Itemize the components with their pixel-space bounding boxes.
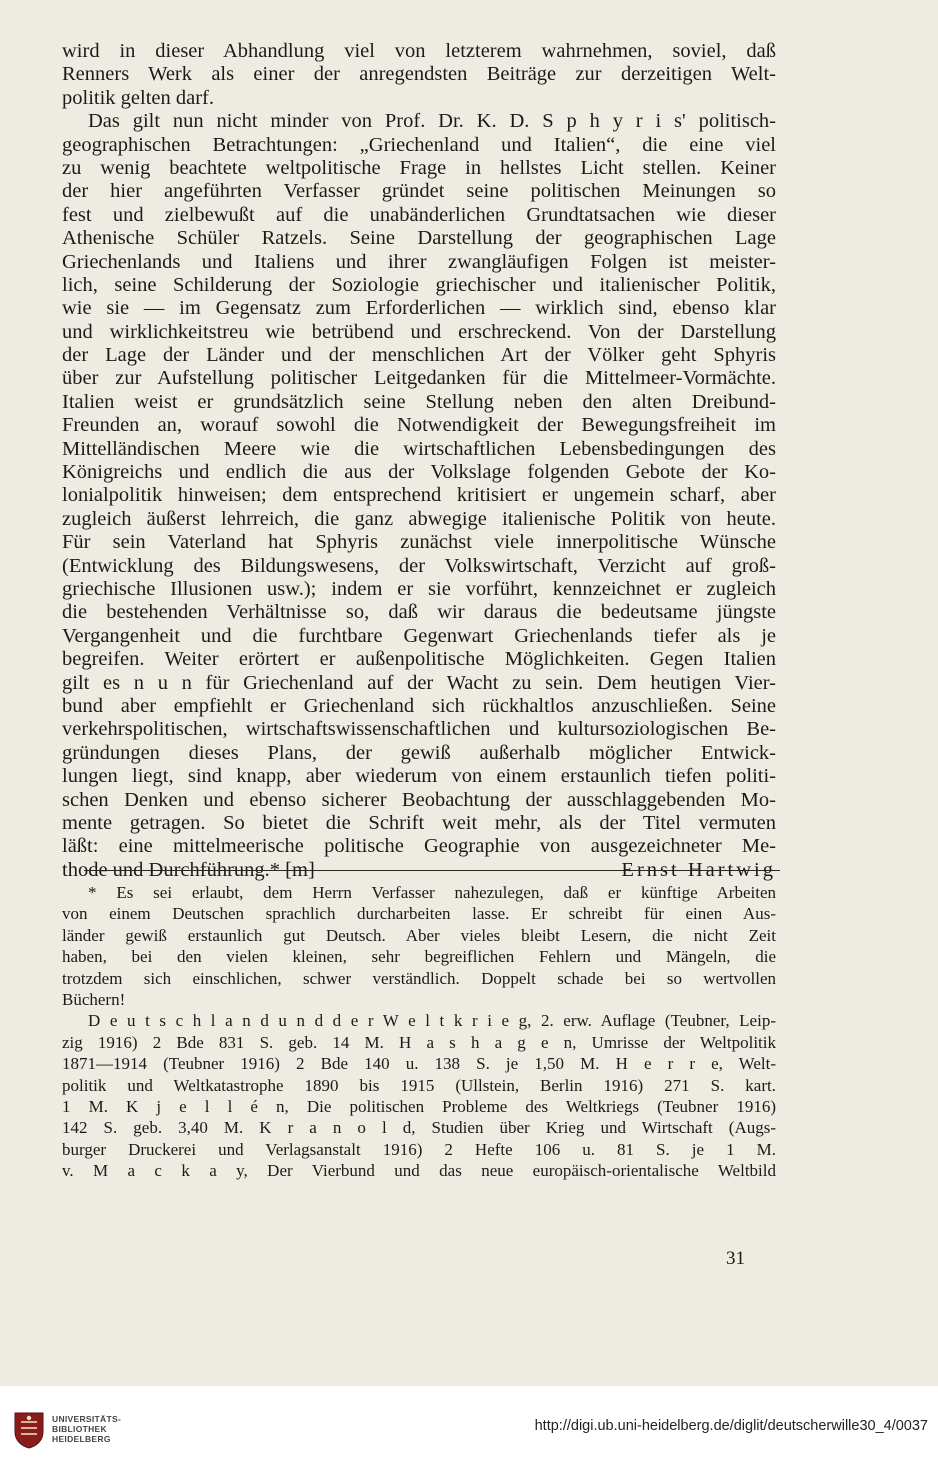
text-line: Das gilt nun nicht minder von Prof. Dr. K. D. S p h y r i s' politisch- [88,110,776,133]
text-line: lonialpolitik hinweisen; dem entsprechend kritisiert er ungemein scharf, aber [62,484,776,507]
text-line: über zur Aufstellung politischer Leitgedanken für die Mittelmeer-Vormächte. [62,367,776,390]
text-line: begreifen. Weiter erörtert er außenpolitische Möglichkeiten. Gegen Italien [62,648,776,671]
main-text-block [62,40,776,882]
source-url[interactable]: http://digi.ub.uni-heidelberg.de/diglit/deutscherwille30_4/0037 [534,1418,928,1434]
text-line: zu wenig beachtete weltpolitische Frage in hellstes Licht stellen. Keiner [62,156,776,179]
library-logo[interactable] [12,1408,132,1454]
text-line: politik gelten darf. [62,86,214,109]
footnote-line: trotzdem sich einschlichen, schwer verständlich. Doppelt schade bei so wertvollen [62,968,776,988]
text-line: schen Denken und ebenso sicherer Beobachtung der ausschlaggebenden Mo- [62,788,776,811]
text-line: wie sie — im Gegensatz zum Erforderlichen — wirklich sind, ebenso klar [62,297,776,320]
text-line: gilt es n u n für Griechenland auf der Wacht zu sein. Dem heutigen Vier- [62,671,776,694]
bibliography-line: v. M a c k a y, Der Vierbund und das neue europäisch-orientalische Weltbild [62,1161,776,1181]
text-line: Italien weist er grundsätzlich seine Stellung neben den alten Dreibund- [62,390,776,413]
page-number: 31 [726,1248,745,1269]
text-line: der hier angeführten Verfasser gründet seine politischen Meinungen so [62,180,776,203]
bibliography-line: D e u t s c h l a n d u n d d e r W e l t k r i e g, 2. erw. Auflage (Teubner, Leip- [88,1011,776,1031]
text-line: lungen liegt, sind knapp, aber wiederum von einem erstaunlich tiefen politi- [62,765,776,788]
text-line: griechische Illusionen usw.); indem er sie vorführt, kennzeichnet er zugleich [62,577,776,600]
text-line: der Lage der Länder und der menschlichen Art der Völker geht Sphyris [62,344,776,367]
text-line: lich, seine Schilderung der Soziologie griechischer und italienischer Politik, [62,273,776,296]
text-line: fest und zielbewußt auf die unabänderlichen Grundtatsachen wie dieser [62,203,776,226]
author-signature: Ernst Hartwig [621,858,776,881]
text-line: geographischen Betrachtungen: „Griechenland und Italien“, die eine viel [62,133,776,156]
text-line: Griechenlands und Italiens und ihrer zwangläufigen Folgen ist meister- [62,250,776,273]
text-line: bund aber empfiehlt er Griechenland sich rückhaltlos anzuschließen. Seine [62,694,776,717]
logo-line: UNIVERSITÄTS- [52,1414,122,1424]
logo-line: BIBLIOTHEK [52,1424,107,1434]
final-text-line: thode und Durchführung.* [m] [62,858,315,881]
bibliography-line: burger Druckerei und Verlagsanstalt 1916) 2 Hefte 106 u. 81 S. je 1 M. [62,1139,776,1159]
text-line: Renners Werk als einer der anregendsten Beiträge zur derzeitigen Welt- [62,63,776,86]
logo-text [52,1414,121,1444]
text-line: Athenische Schüler Ratzels. Seine Darstellung der geographischen Lage [62,227,776,250]
text-line: Königreichs und endlich die aus der Volkslage folgenden Gebote der Ko- [62,461,776,484]
footnote-line: * Es sei erlaubt, dem Herrn Verfasser nahezulegen, daß er künftige Arbeiten [88,883,776,902]
text-line: Für sein Vaterland hat Sphyris zunächst viele innerpolitische Wünsche [62,531,776,554]
bibliography-line: 1 M. K j e l l é n, Die politischen Probleme des Weltkriegs (Teubner 1916) [62,1096,776,1116]
footnote-line: länder gewiß erstaunlich gut Deutsch. Aber vieles bleibt Lesern, die nicht Zeit [62,925,776,945]
text-line: läßt: eine mittelmeerische politische Geographie von ausgezeichneter Me- [62,835,776,858]
text-line: Freunden an, worauf sowohl die Notwendigkeit der Bewegungsfreiheit im [62,414,776,437]
text-line: die bestehenden Verhältnisse so, daß wir daraus die bedeutsame jüngste [62,601,776,624]
logo-line: HEIDELBERG [52,1434,111,1444]
university-seal-icon [12,1410,46,1450]
text-line: gründungen dieses Plans, der gewiß außerhalb möglicher Entwick- [62,741,776,764]
text-line: zugleich äußerst lehrreich, die ganz abwegige italienische Politik von heute. [62,507,776,530]
bibliography-line: 1871—1914 (Teubner 1916) 2 Bde 140 u. 138 S. je 1,50 M. H e r r e, Welt- [62,1054,776,1074]
footnote-line: haben, bei den vielen kleinen, sehr begreiflichen Fehlern und Mängeln, die [62,947,776,967]
text-line: Mittelländischen Meere wie die wirtschaftlichen Lebensbedingungen des [62,437,776,460]
text-line: verkehrspolitischen, wirtschaftswissenschaftlichen und kultursoziologischen Be- [62,718,776,741]
bibliography-line: zig 1916) 2 Bde 831 S. geb. 14 M. H a s h a g e n, Umrisse der Weltpolitik [62,1032,776,1052]
bibliography-line: 142 S. geb. 3,40 M. K r a n o l d, Studien über Krieg und Wirtschaft (Augs- [62,1118,776,1138]
text-line: und wirklichkeitstreu wie betrübend und erschreckend. Von der Darstellung [62,320,776,343]
notes-block [62,882,776,1181]
text-line: (Entwicklung des Bildungswesens, der Volkswirtschaft, Verzicht auf groß- [62,554,776,577]
text-line: Vergangenheit und die furchtbare Gegenwart Griechenlands tiefer als je [62,624,776,647]
text-line: wird in dieser Abhandlung viel von letzterem wahrnehmen, soviel, daß [62,40,776,62]
footnote-divider [84,870,780,871]
bibliography-line: politik und Weltkatastrophe 1890 bis 1915 (Ullstein, Berlin 1916) 271 S. kart. [62,1075,776,1095]
footnote-line: Büchern! [62,989,126,1009]
footnote-line: von einem Deutschen sprachlich durcharbeiten lasse. Er schreibt für einen Aus- [62,904,776,924]
text-line: mente getragen. So bietet die Schrift weit mehr, als der Titel vermuten [62,811,776,834]
footer-bar [0,1386,938,1474]
